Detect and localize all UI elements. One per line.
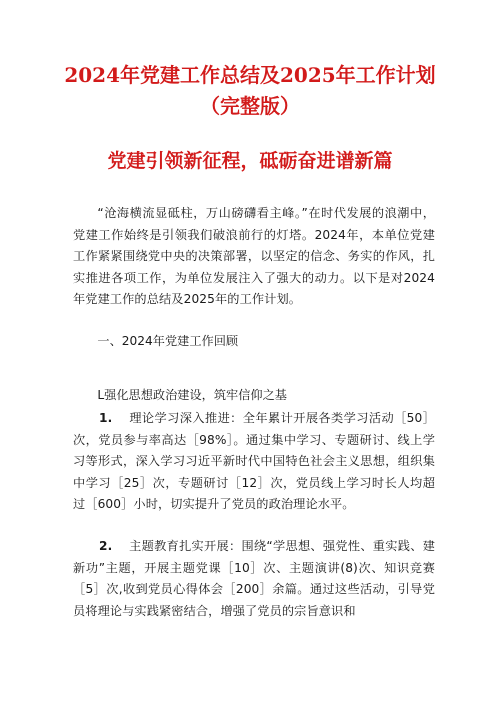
document-title: 2024年党建工作总结及2025年工作计划（完整版）	[64, 63, 436, 118]
list-item-text: 主题教育扎实开展：围绕“学思想、强党性、重实践、建新功”主题，开展主题党课［10］次、主题演讲(8)次、知识竞赛［5］次,收到党员心得体会［200］余篇。通过这些活动，引导党员将理论与实践紧密结合，增强了党员的宗旨意识和	[73, 539, 435, 618]
list-item-text: 理论学习深入推进：全年累计开展各类学习活动［50］次，党员参与率高达［98%］。通过集中学习、专题研讨、线上学习等形式，深入学习习近平新时代中国特色社会主义思想，组织集中学习［25］次，专题研讨［12］次，党员线上学习时长人均超过［600］小时，切实提升了党员的政治理论水平。	[73, 411, 435, 512]
list-item-number: 1.	[99, 411, 113, 425]
list-item-number: 2.	[99, 539, 113, 553]
section-heading: 一、2024年党建工作回顾	[97, 334, 239, 348]
subsection-heading: L强化思想政治建设，筑牢信仰之基	[97, 388, 287, 402]
intro-paragraph: “沧海横流显砥柱，万山磅礴看主峰。”在时代发展的浪潮中，党建工作始终是引领我们破浪前行的灯塔。2024年，本单位党建工作紧紧围绕党中央的决策部署，以坚定的信念、务实的作风，扎实推进各项工作，为单位发展注入了强大的动力。以下是对2024年党建工作的总结及2025年的工作计划。	[73, 206, 435, 307]
list-item-2	[73, 536, 435, 622]
document-subtitle: 党建引领新征程，砥砺奋进谱新篇	[107, 150, 393, 172]
list-item-1	[73, 408, 435, 516]
